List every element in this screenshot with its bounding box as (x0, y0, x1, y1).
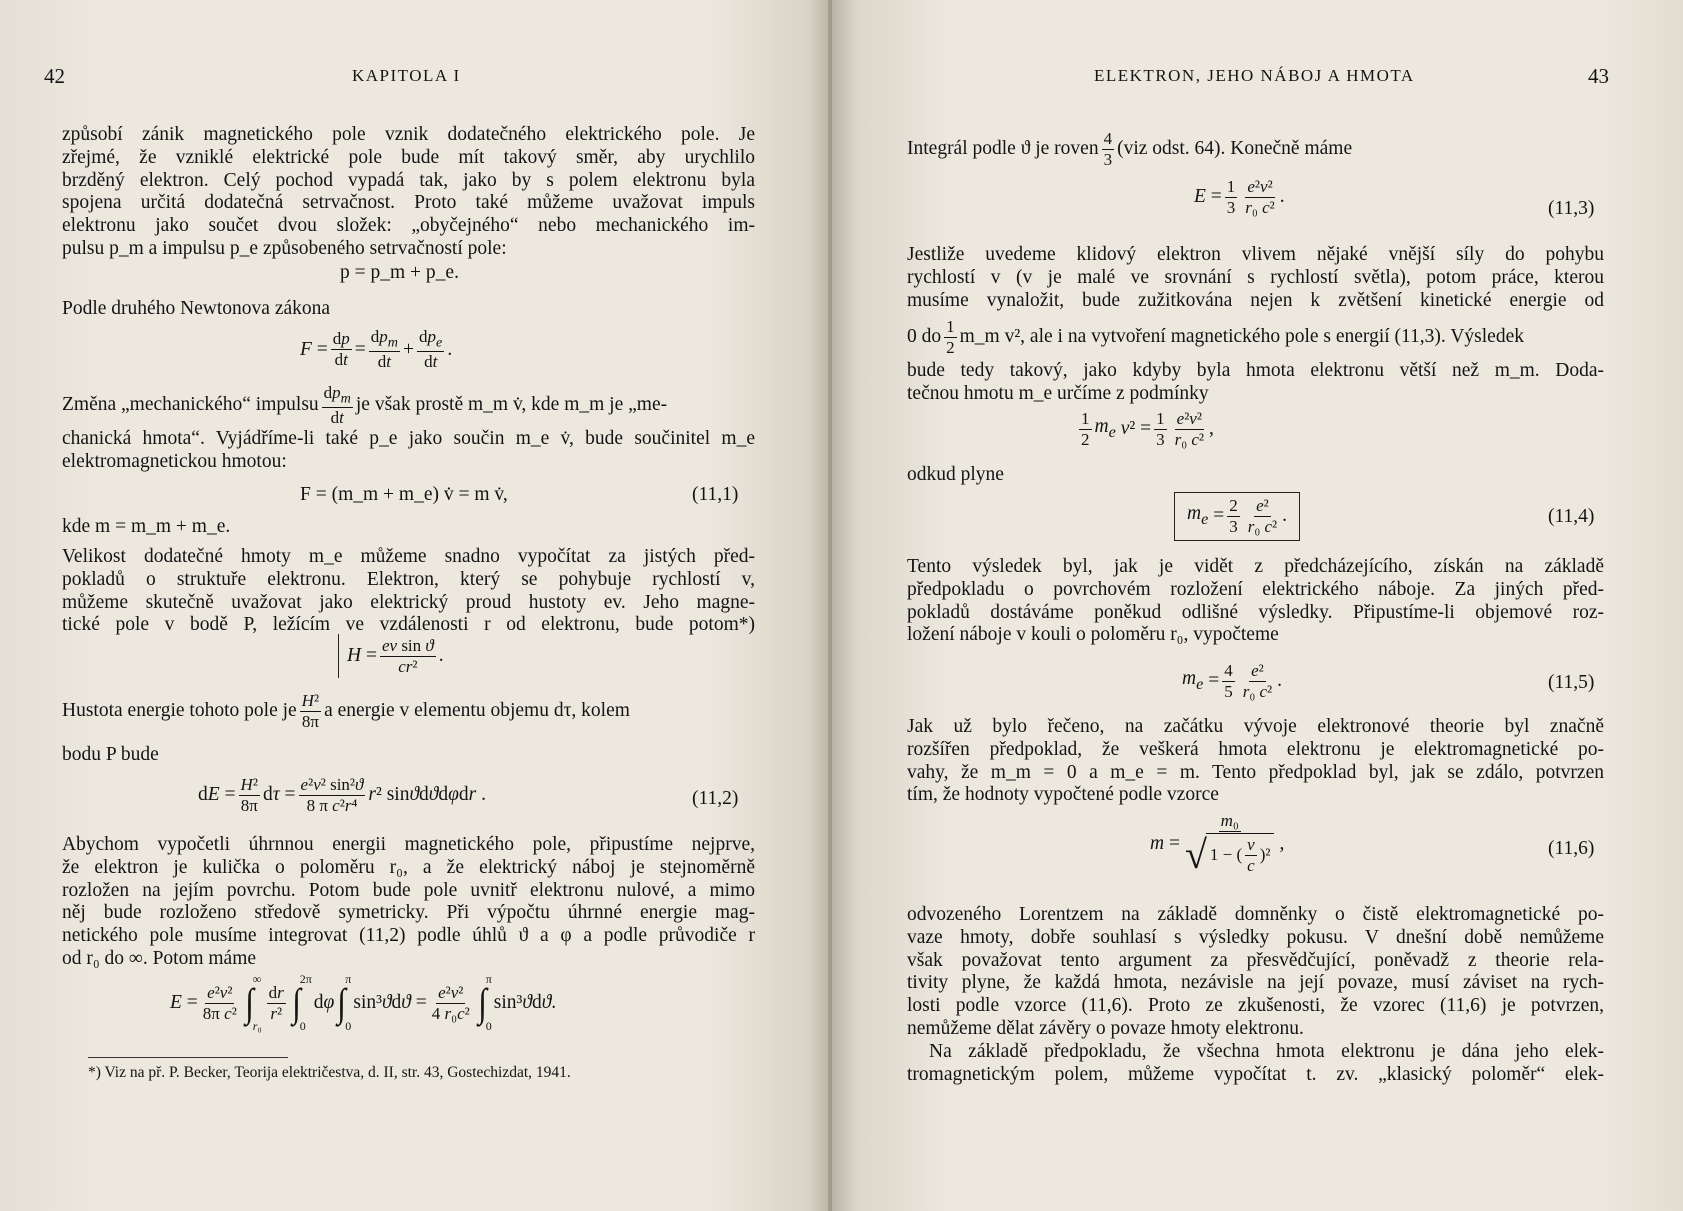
left-paragraph-1 (62, 124, 755, 261)
right-paragraph-2 (907, 556, 1604, 647)
left-paragraph-4-last-line: bodu P bude (62, 744, 159, 765)
equation-H: H = $\frac{\text{ev sin ϑ}}{\text{cr²}}$ . (338, 634, 444, 678)
right-page (832, 0, 1683, 1211)
fraction-H2-8pi: $\frac{\text{H²}}{8\pi}$ (301, 691, 320, 731)
text-fragment: (viz odst. 64). Konečně máme (1117, 137, 1353, 159)
text-line: netického pole musíme integrovat (11,2) podle úhlů ϑ a φ a podle průvodiče r (62, 925, 755, 947)
equation-number: (11,1) (692, 484, 739, 505)
text-line: zřejmé, že vzniklé elektrické pole bude mít takový směr, aby urychlilo (62, 146, 755, 168)
equation-E-integral: E = $\frac{\text{e²v²}}{\text{8π c²}}$ ∫ ∞ r₀ $\frac{dr}{\text{r²}}$ ∫ 2π 0 d φ ∫ π 0 sin³ ϑ d ϑ = $\frac{\text{e²v²}}{\text{4 r₀c²}}$ ∫ π 0 sin³ ϑ d ϑ . (170, 972, 557, 1033)
footnote: *) Viz na př. P. Becker, Teorija električestva, d. II, str. 43, Gostechizdat, 1941. (88, 1064, 571, 1081)
text-line: nemůžeme dělat závěry o povaze hmoty elektronu. (907, 1017, 1304, 1039)
text-line: pokladů dostáváme poněkud odlišné výsledky. Připustíme-li objemové roz- (907, 601, 1604, 623)
text-fragment: m_m v², ale i na vytvoření magnetického pole s energií (11,3). Výsledek (959, 325, 1524, 347)
text-line: tečnou hmotu m_e určíme z podmínky (907, 382, 1209, 404)
text-line: můžeme skutečně uvažovat jako elektrický proud hustoty ev. Jeho magne- (62, 591, 755, 613)
text-line: něj bude rozloženo středově symetricky. Při výpočtu úhrnné energie mag- (62, 902, 755, 924)
right-paragraph-1 (907, 244, 1604, 312)
text-line: spojena určitá dodatečná setrvačnost. Proto také můžeme uvažovat impuls (62, 192, 755, 214)
fraction-dpm-dt: $\frac{dp_m}{dt}$ (323, 383, 351, 428)
text-line: rozložen na jejím povrchu. Potom bude pole uvnitř elektronu nulové, a mimo (62, 879, 755, 901)
text-line: elektromagnetickou hmotou: (62, 450, 287, 472)
text-fragment: Integrál podle ϑ je roven (907, 137, 1099, 159)
equation-11-4 (1174, 492, 1300, 541)
footnote-rule (88, 1057, 288, 1058)
left-paragraph-2-first-line (62, 384, 755, 427)
text-line: Velikost dodatečné hmoty m_e můžeme snadno vypočítat za jistých před- (62, 546, 755, 567)
left-page (0, 0, 832, 1211)
text-line: Abychom vypočetli úhrnnou energii magnetického pole, připustíme nejprve, (62, 834, 755, 855)
equation-number: (11,5) (1548, 672, 1595, 693)
text-line: Jak už bylo řečeno, na začátku vývoje elektronové theorie byl značně (907, 716, 1604, 737)
text-line: Jestliže uvedeme klidový elektron vlivem nějaké vnější síly do pohybu (907, 244, 1604, 265)
text-line: tické pole v bodě P, ležícím ve vzdálenosti r od elektronu, bude potom*) (62, 614, 755, 636)
right-page-number: 43 (1588, 64, 1609, 88)
text-line: tivity plyne, že každá hmota, nezávisle na její povaze, musí záviset na rych- (907, 972, 1604, 994)
equation-11-6: m = m₀ √ 1 − ( $\frac{v}{c}$ )² , (1150, 811, 1285, 877)
text-line: pokladů o struktuře elektronu. Elektron, který se pohybuje rychlostí v, (62, 568, 755, 590)
equation-11-1: F = (m_m + m_e) v̇ = m v̇, (300, 484, 508, 505)
text-line: způsobí zánik magnetického pole vznik dodatečného elektrického pole. Je (62, 124, 755, 145)
text-line: rozšířen předpoklad, že veškerá hmota elektronu je elektromagnetické po- (907, 738, 1604, 760)
text-line: předpokladu o povrchovém rozložení elektrického náboje. Za jiných před- (907, 578, 1604, 600)
text-line: odvozeného Lorentzem na základě domněnky o čistě elektromagnetické po- (907, 904, 1604, 925)
text-line: od r₀ do ∞. Potom máme (62, 947, 257, 969)
boxed-result: $m_e$ = $\frac{2}{3}$ $\frac{\text{e²}}{\text{r₀ c²}}$ . (1174, 492, 1300, 541)
fraction-1-2: $\frac{1}{2}$ (946, 317, 955, 357)
equation-p: p = p_m + p_e. (340, 262, 459, 283)
right-paragraph-1-fraction-line (907, 318, 1604, 357)
text-line: ložení náboje v kouli o poloměru r₀, vypočteme (907, 624, 1279, 646)
left-paragraph-3 (62, 546, 755, 637)
right-running-header: ELEKTRON, JEHO NÁBOJ A HMOTA (1094, 66, 1415, 85)
text-line: však považovat tento argument za přesvědčující, poněvadž z theorie rela- (907, 949, 1604, 971)
text-line: tromagnetickým polem, můžeme vypočítat t. zv. „klasický poloměr“ elek- (907, 1063, 1604, 1085)
left-page-number: 42 (44, 64, 65, 88)
text-line: chanická hmota“. Vyjádříme-li také p_e jako součin m_e v̇, bude součinitel m_e (62, 428, 755, 449)
text-line: vaze hmoty, dobře souhlasí s výsledky pokusu. V dnešní době nemůžeme (907, 926, 1604, 948)
text-line: vahy, že m_m = 0 a m_e = m. Tento předpoklad byl, jak se zdálo, potvrzen (907, 761, 1604, 783)
text-line: že elektron je kulička o poloměru r₀, a že elektrický náboj je stejnoměrně (62, 856, 755, 878)
equation-number: (11,6) (1548, 838, 1595, 859)
right-paragraph-4 (907, 904, 1604, 1086)
text-line: bude tedy takový, jako kdyby byla hmota elektronu větší než m_m. Doda- (907, 360, 1604, 381)
left-paragraph-2 (62, 428, 755, 474)
right-paragraph-3 (907, 716, 1604, 807)
text-fragment: je však prostě m_m v̇, kde m_m je „me- (355, 394, 668, 416)
text-line: musíme vynaložit, bude zužitkována nejen k zvětšení kinetické energie od (907, 289, 1604, 311)
text-line: Na základě předpokladu, že všechna hmota elektronu je dána jeho elek- (929, 1040, 1604, 1062)
text-line: brzděný elektron. Celý pochod vypadá tak, jako by s polem elektronu byla (62, 169, 755, 191)
text-fragment: Hustota energie tohoto pole je (62, 699, 297, 721)
odkud-line: odkud plyne (907, 464, 1004, 485)
equation-11-3: E = $\frac{1}{3}$ $\frac{\text{e²v²}}{\text{r₀ c²}}$ . (1194, 177, 1285, 217)
equation-number: (11,3) (1548, 198, 1595, 219)
equation-number: (11,4) (1548, 506, 1595, 527)
text-fragment: a energie v elementu objemu dτ, kolem (324, 699, 630, 721)
text-fragment: Změna „mechanického“ impulsu (62, 394, 319, 416)
left-paragraph-4-first-line (62, 692, 755, 731)
text-line: rychlostí v (v je malé ve srovnání s rychlostí světla), potom práce, kterou (907, 266, 1604, 288)
newton-intro: Podle druhého Newtonova zákona (62, 298, 331, 319)
right-paragraph-1-end (907, 360, 1604, 406)
text-line: pulsu p_m a impulsu p_e způsobeného setrvačností pole: (62, 237, 507, 259)
text-line: Tento výsledek byl, jak je vidět z předcházejícího, získán na základě (907, 556, 1604, 577)
fraction-4-3: $\frac{4}{3}$ (1103, 129, 1113, 169)
integral-line (907, 130, 1352, 169)
equation-11-5: $m_e$ = $\frac{4}{5}$ $\frac{\text{e²}}{\text{r₀ c²}}$ . (1182, 661, 1283, 701)
text-line: losti podle vzorce (11,6). Proto ze zkušenosti, že vzorec (11,6) je potvrzen, (907, 995, 1604, 1017)
equation-number: (11,2) (692, 788, 739, 809)
equation-11-2: d E = $\frac{\text{H²}}{8\pi}$ d τ = $\frac{\text{e²v² sin²ϑ}}{\text{8 π c²r⁴}}$ r ² sin ϑ d ϑ d φ d r . (198, 775, 487, 815)
text-line: tím, že hodnoty vypočtené podle vzorce (907, 784, 1219, 806)
kde-line: kde m = m_m + m_e. (62, 516, 231, 537)
text-line: elektronu jako součet dvou složek: „obyčejného“ nebo mechanického im- (62, 215, 755, 237)
text-fragment: 0 do (907, 325, 942, 347)
equation-F: F = $\frac{dp}{dt}$ = $\frac{dp_m}{dt}$ + $\frac{dp_e}{dt}$ . (300, 327, 453, 372)
left-running-header: KAPITOLA I (352, 66, 461, 85)
equation-condition: $\frac{1}{2}$ $m_e$ v ² = $\frac{1}{3}$ $\frac{\text{e²v²}}{\text{r₀ c²}}$ , (1081, 409, 1214, 449)
left-paragraph-5 (62, 834, 755, 971)
